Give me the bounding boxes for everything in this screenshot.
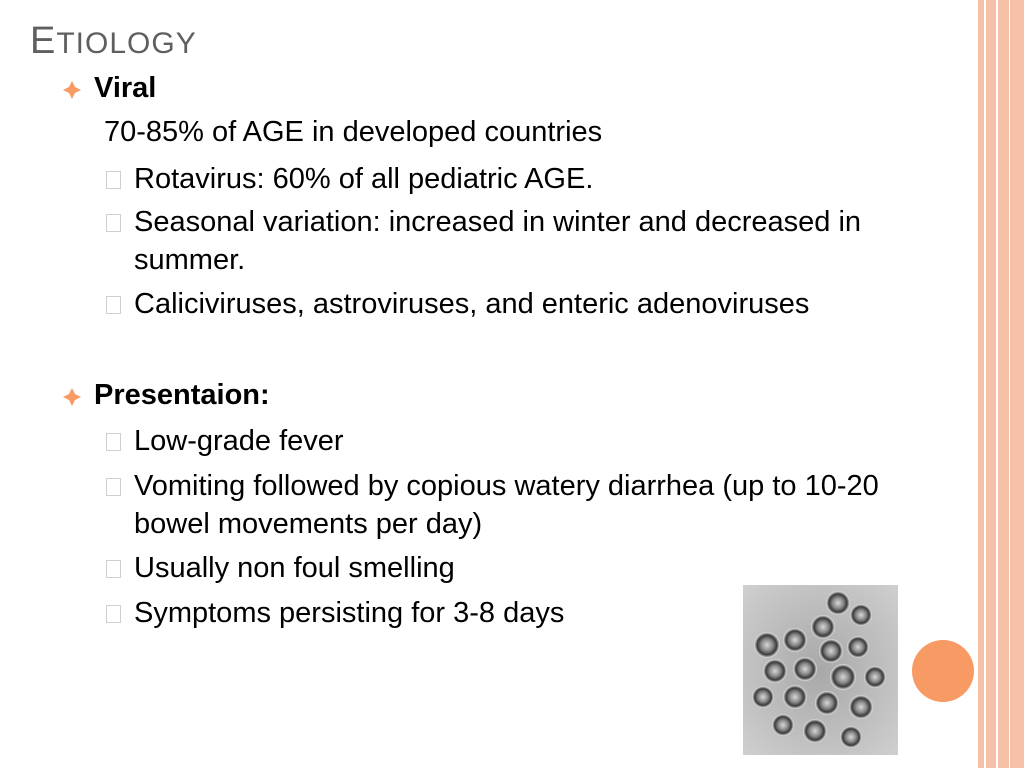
rotavirus-micrograph-image bbox=[743, 585, 898, 755]
border-line bbox=[984, 0, 986, 768]
border-line bbox=[1009, 0, 1010, 768]
decorative-orange-circle bbox=[912, 640, 974, 702]
square-bullet-icon bbox=[106, 605, 121, 623]
border-line bbox=[996, 0, 998, 768]
square-bullet-icon bbox=[106, 560, 121, 578]
diamond-bullet-icon bbox=[62, 387, 82, 407]
slide-title: ETIOLOGY bbox=[30, 20, 197, 62]
square-bullet-icon bbox=[106, 296, 121, 314]
square-bullet-icon bbox=[106, 214, 121, 232]
square-bullet-icon bbox=[106, 171, 121, 189]
section-intro: 70-85% of AGE in developed countries bbox=[104, 116, 603, 148]
diamond-bullet-icon bbox=[62, 80, 82, 100]
square-bullet-icon bbox=[106, 478, 121, 496]
square-bullet-icon bbox=[106, 433, 121, 451]
